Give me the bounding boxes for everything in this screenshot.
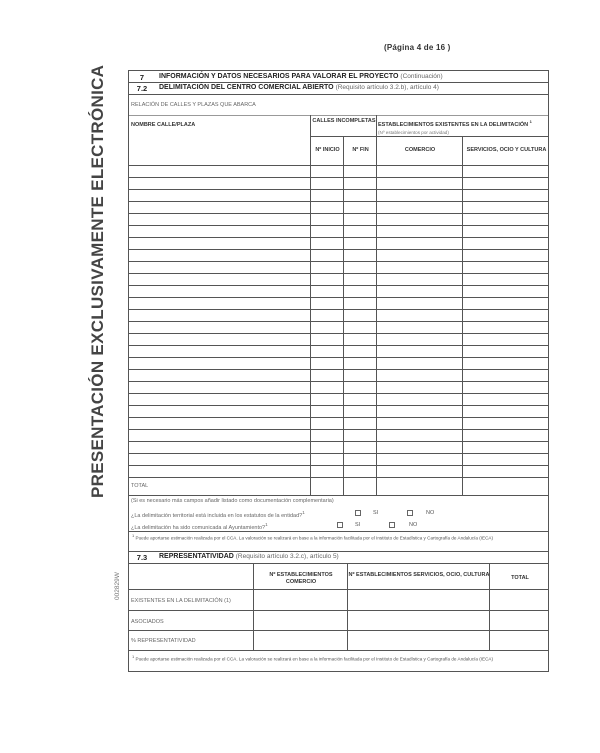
statutes-no-checkbox[interactable] xyxy=(407,510,413,516)
repr-row-associated: ASOCIADOS xyxy=(131,619,164,625)
statutes-question: ¿La delimitación territorial está incluida en los estatutos de la entidad?$^1$ xyxy=(131,510,305,519)
statutes-yes-label: SI xyxy=(373,510,379,516)
street-row-line xyxy=(129,357,548,358)
repr-total-header: TOTAL xyxy=(511,575,529,581)
council-yes-checkbox[interactable] xyxy=(337,522,343,528)
end-number-header: Nº FIN xyxy=(352,147,369,153)
existing-establishments-header: ESTABLECIMIENTOS EXISTENTES EN LA DELIMITACIÓN $^1$ (Nº establecimientos por actividad) xyxy=(378,119,532,135)
street-row-line xyxy=(129,453,548,454)
section-7-title: INFORMACIÓN Y DATOS NECESARIOS PARA VALORAR EL PROYECTO (Continuación) xyxy=(159,73,443,80)
street-row-line xyxy=(129,405,548,406)
street-row-line xyxy=(129,441,548,442)
street-row-line xyxy=(129,225,548,226)
section-7-2-number: 7.2 xyxy=(136,84,148,93)
repr-row-existing: EXISTENTES EN LA DELIMITACIÓN (1) xyxy=(131,598,231,604)
more-fields-note: (Si es necesario más campos añadir listado como documentación complementaria) xyxy=(131,498,334,504)
street-row-line xyxy=(129,381,548,382)
street-name-header: NOMBRE CALLE/PLAZA xyxy=(131,122,196,128)
section-7-2-title: DELIMITACIÓN DEL CENTRO COMERCIAL ABIERTO (Requisito artículo 3.2.b), artículo 4) xyxy=(159,84,439,91)
street-row-line xyxy=(129,333,548,334)
section-7-number: 7 xyxy=(139,73,145,82)
council-no-checkbox[interactable] xyxy=(389,522,395,528)
street-row-line xyxy=(129,297,548,298)
council-no-label: NO xyxy=(409,522,418,528)
delimitation-footnote: $^1$ Puede aportarse estimación realizada por el CCA. La valoración se realizará en base a la información facilitada por el Instituto de Estadística y Cartografía de Andalucía (IECA) xyxy=(132,533,493,541)
electronic-submission-title: PRESENTACIÓN EXCLUSIVAMENTE ELECTRÓNICA xyxy=(88,64,107,498)
page-number: (Página 4 de 16 ) xyxy=(384,43,451,52)
representativity-footnote: $^1$ Puede aportarse estimación realizada por el CCA. La valoración se realizará en base a la información facilitada por el Instituto de Estadística y Cartografía de Andalucía (IECA) xyxy=(132,654,493,662)
street-row-line xyxy=(129,273,548,274)
street-row-line xyxy=(129,321,548,322)
start-number-header: Nº INICIO xyxy=(315,147,340,153)
street-row-line xyxy=(129,201,548,202)
services-header: SERVICIOS, OCIO Y CULTURA xyxy=(466,147,547,153)
statutes-yes-checkbox[interactable] xyxy=(355,510,361,516)
street-row-line xyxy=(129,249,548,250)
street-row-line xyxy=(129,465,548,466)
street-row-line xyxy=(129,477,548,478)
repr-row-percentage: % REPRESENTATIVIDAD xyxy=(131,638,196,644)
total-label: TOTAL xyxy=(131,483,149,489)
council-yes-label: SI xyxy=(355,522,361,528)
repr-commerce-header: Nº ESTABLECIMIENTOS COMERCIO xyxy=(269,572,333,585)
statutes-no-label: NO xyxy=(426,510,435,516)
incomplete-streets-header: CALLES INCOMPLETAS xyxy=(312,118,376,124)
form-code: 002829W xyxy=(114,572,121,600)
street-row-line xyxy=(129,393,548,394)
commerce-header: COMERCIO xyxy=(404,147,436,153)
street-row-line xyxy=(129,177,548,178)
street-row-line xyxy=(129,237,548,238)
street-row-line xyxy=(129,309,548,310)
street-row-line xyxy=(129,261,548,262)
section-7-3-number: 7.3 xyxy=(136,553,148,562)
street-row-line xyxy=(129,417,548,418)
street-row-line xyxy=(129,285,548,286)
street-row-line xyxy=(129,369,548,370)
street-row-line xyxy=(129,213,548,214)
street-row-line xyxy=(129,189,548,190)
repr-services-header: Nº ESTABLECIMIENTOS SERVICIOS, OCIO, CULTURA xyxy=(348,572,490,578)
streets-relation-label: RELACIÓN DE CALLES Y PLAZAS QUE ABARCA xyxy=(131,102,256,108)
street-row-line xyxy=(129,345,548,346)
council-question: ¿La delimitación ha sido comunicada al Ayuntamiento?$^1$ xyxy=(131,522,268,531)
section-7-3-title: REPRESENTATIVIDAD (Requisito artículo 3.2.c), artículo 5) xyxy=(159,553,339,560)
street-row-line xyxy=(129,429,548,430)
form-frame xyxy=(128,70,549,672)
